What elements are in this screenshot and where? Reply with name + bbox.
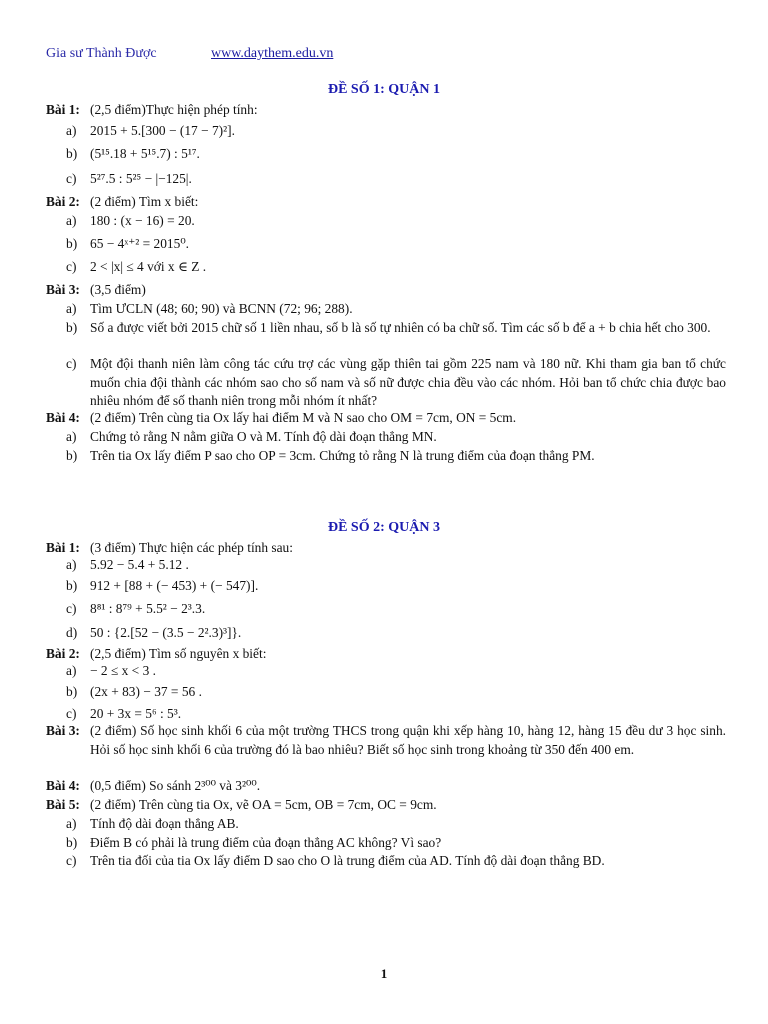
exam-2-problem-1-a: a) 5.92 − 5.4 + 5.12 . (66, 557, 189, 572)
problem-text: (2 điểm) Số học sinh khối 6 của một trường THCS trong quận khi xếp hàng 10, hàng 12, hàng 15 đều dư 3 học sinh. Hỏi số học sinh khối 6 của trường đó là bao nhiêu? Biết số học sinh trong khoảng từ 350 đến 400 em. (90, 723, 726, 757)
exam-1-problem-3-c-marker: c) (66, 356, 77, 371)
exam-1-problem-2 (46, 193, 726, 211)
header-brand: Gia sư Thành Được (46, 46, 157, 61)
problem-text: (3 điểm) Thực hiện các phép tính sau: (90, 540, 293, 555)
exam-1-problem-2-a: a) 180 : (x − 16) = 20. (66, 213, 195, 228)
exam-2-problem-1-d: d) 50 : {2.[52 − (3.5 − 2².3)³]}. (66, 625, 242, 640)
problem-label: Bài 1: (46, 540, 80, 555)
problem-text: (0,5 điểm) So sánh 2³⁰⁰ và 3²⁰⁰. (90, 778, 261, 793)
exam-1-problem-3-a: a) Tìm ƯCLN (48; 60; 90) và BCNN (72; 96; 288). (66, 301, 353, 316)
problem-label: Bài 5: (46, 797, 80, 812)
exam-1-problem-2-c: c) 2 < |x| ≤ 4 với x ∈ Z . (66, 259, 207, 274)
page-number: 1 (380, 966, 388, 981)
problem-label: Bài 4: (46, 410, 80, 425)
exam-2-problem-5-a: a) Tính độ dài đoạn thẳng AB. (66, 816, 239, 831)
exam-2-problem-2-b: b) (2x + 83) − 37 = 56 . (66, 684, 202, 699)
page-header (46, 46, 722, 66)
problem-label: Bài 2: (46, 194, 80, 209)
exam-1-problem-4 (46, 409, 726, 427)
problem-text: (2 điểm) Trên cùng tia Ox lấy hai điểm M và N sao cho OM = 7cm, ON = 5cm. (90, 410, 517, 425)
exam-2-problem-5-b: b) Điểm B có phải là trung điểm của đoạn thẳng AC không? Vì sao? (66, 835, 442, 850)
exam-2-problem-1-b: b) 912 + [88 + (− 453) + (− 547)]. (66, 578, 259, 593)
exam-1-problem-3-b-marker: b) (66, 320, 78, 335)
exam-2-problem-2-c: c) 20 + 3x = 5⁶ : 5³. (66, 706, 182, 721)
problem-text: (2,5 điểm)Thực hiện phép tính: (90, 102, 258, 117)
exam-1-title: ĐỀ SỐ 1: QUẬN 1 (327, 82, 440, 97)
problem-text: (2,5 điểm) Tìm số nguyên x biết: (90, 646, 267, 661)
exam-1-problem-1-a: a) 2015 + 5.[300 − (17 − 7)²]. (66, 123, 235, 138)
exam-1-problem-3-c: Một đội thanh niên làm công tác cứu trợ các vùng gặp thiên tai gồm 225 nam và 180 nữ. Khi tham gia ban tổ chức muốn chia đội thành các nhóm sao cho số nam và số nữ được chia đều vào các nhóm. Hỏi ban tổ chức chia được bao nhiêu nhóm để số thanh niên trong mỗi nhóm ít nhất? (90, 356, 726, 408)
exam-2-problem-3 (46, 722, 726, 759)
exam-1-problem-1 (46, 101, 726, 119)
problem-text: (2 điểm) Tìm x biết: (90, 194, 199, 209)
exam-1-problem-1-c: c) 5²⁷.5 : 5²⁵ − |−125|. (66, 171, 192, 186)
exam-2-problem-2-a: a) − 2 ≤ x < 3 . (66, 663, 156, 678)
exam-2-problem-5 (46, 796, 726, 814)
exam-1-problem-3 (46, 281, 726, 299)
exam-1-problem-3-b: Số a được viết bởi 2015 chữ số 1 liền nhau, số b là số tự nhiên có ba chữ số. Tìm các số b để a + b chia hết cho 300. (90, 320, 711, 335)
problem-label: Bài 2: (46, 646, 80, 661)
problem-label: Bài 3: (46, 723, 80, 738)
exam-2-problem-5-c: c) Trên tia đối của tia Ox lấy điểm D sao cho O là trung điểm của AD. Tính độ dài đoạn thẳng BD. (66, 853, 605, 868)
exam-1-problem-4-b: b) Trên tia Ox lấy điểm P sao cho OP = 3cm. Chứng tỏ rằng N là trung điểm của đoạn thẳng PM. (66, 448, 595, 463)
exam-2-title: ĐỀ SỐ 2: QUẬN 3 (327, 520, 440, 535)
exam-2-problem-1 (46, 539, 726, 557)
exam-1-problem-2-b: b) 65 − 4ˣ⁺² = 2015⁰. (66, 236, 190, 251)
problem-label: Bài 4: (46, 778, 80, 793)
problem-label: Bài 3: (46, 282, 80, 297)
exam-2-problem-2 (46, 645, 726, 663)
problem-text: (2 điểm) Trên cùng tia Ox, vẽ OA = 5cm, OB = 7cm, OC = 9cm. (90, 797, 437, 812)
exam-2-problem-1-c: c) 8⁸¹ : 8⁷⁹ + 5.5² − 2³.3. (66, 601, 206, 616)
header-website-link[interactable]: www.daythem.edu.vn (211, 46, 334, 61)
exam-2-problem-4 (46, 777, 726, 795)
problem-text: (3,5 điểm) (90, 282, 146, 297)
exam-1-problem-4-a: a) Chứng tỏ rằng N nằm giữa O và M. Tính độ dài đoạn thẳng MN. (66, 429, 437, 444)
problem-label: Bài 1: (46, 102, 80, 117)
exam-1-problem-1-b: b) (5¹⁵.18 + 5¹⁵.7) : 5¹⁷. (66, 146, 200, 161)
